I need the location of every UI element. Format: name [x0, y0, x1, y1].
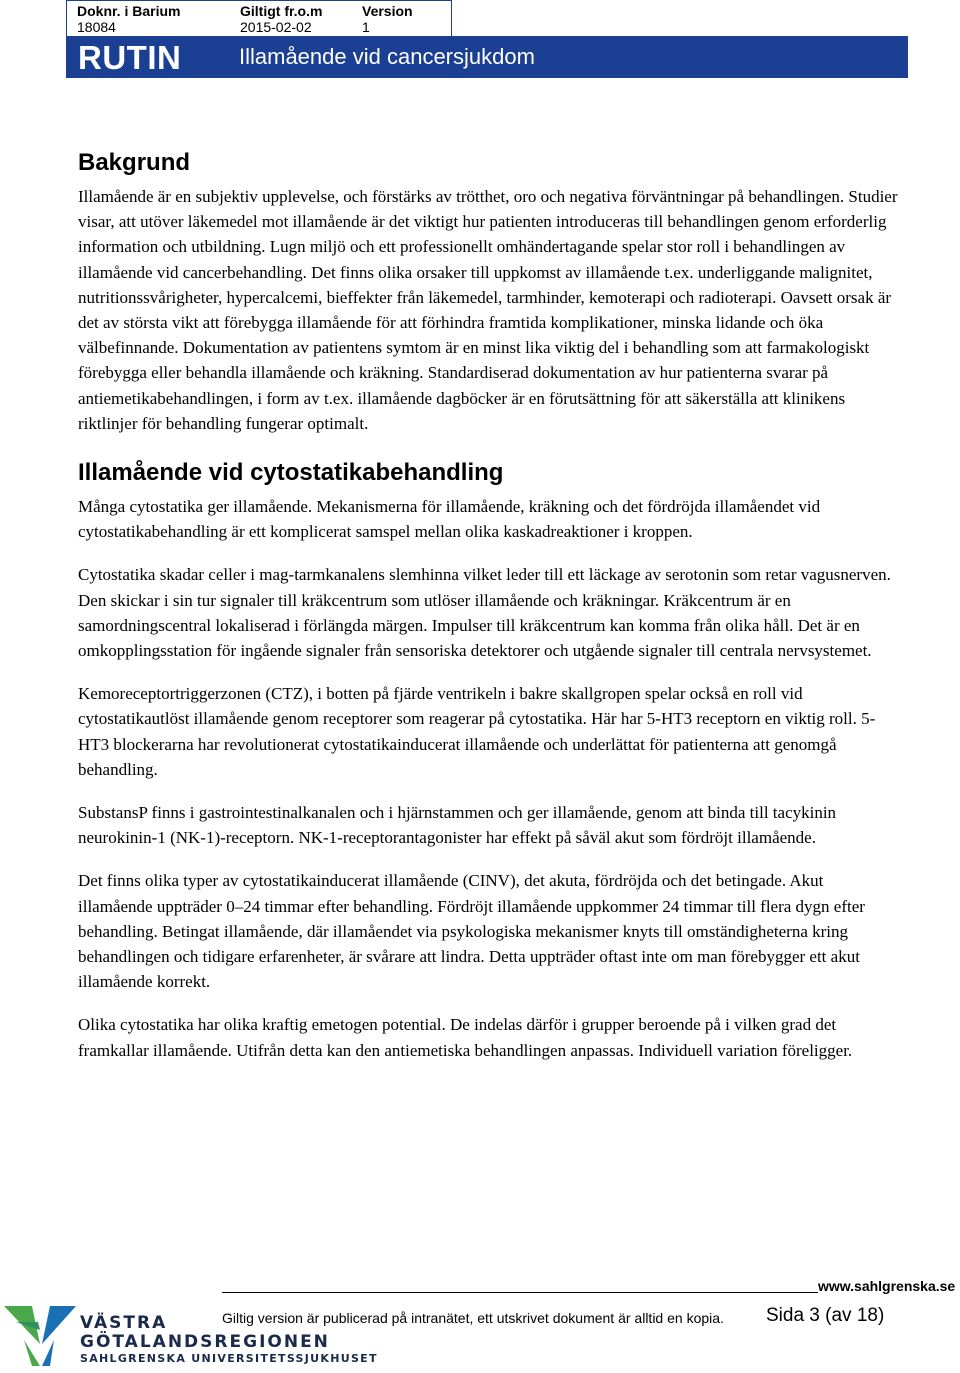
paragraph: SubstansP finns i gastrointestinalkanalen och i hjärnstammen och ger illamående, genom att binda till tacykinin neurokinin-1 (NK-1)-receptorn. NK-1-receptorantagonister har effekt på såväl akut som fördröjt illamående.: [78, 803, 837, 848]
footer-url: www.sahlgrenska.se: [818, 1278, 956, 1294]
document-body: [78, 148, 898, 1063]
paragraph: Många cytostatika ger illamående. Mekanismerna för illamående, kräkning och det fördröjda illamåendet vid cytostatikabehandling är ett komplicerat samspel mellan olika kaskadreaktioner i kroppen.: [78, 497, 821, 542]
doknr-label: Doknr. i Barium: [77, 3, 181, 19]
footer-divider: [222, 1292, 818, 1293]
version-value: 1: [362, 19, 370, 35]
logo-line-sahlgrenska: SAHLGRENSKA UNIVERSITETSSJUKHUSET: [80, 1352, 378, 1365]
giltigt-field: [240, 3, 322, 35]
version-field: [362, 3, 413, 35]
doknr-field: [77, 3, 180, 35]
page-number: Sida 3 (av 18): [766, 1305, 885, 1326]
section-cytostatika: [78, 458, 898, 1063]
title-bar: [66, 36, 908, 78]
vgr-logo-icon: [2, 1300, 78, 1373]
logo-line-gotalandsregionen: GÖTALANDSREGIONEN: [80, 1332, 330, 1352]
document-type: RUTIN: [78, 39, 182, 76]
logo-line-vastra: VÄSTRA: [80, 1313, 168, 1333]
version-label: Version: [362, 3, 413, 19]
paragraph: Olika cytostatika har olika kraftig emetogen potential. De indelas därför i grupper beroende på i vilken grad det framkallar illamående. Utifrån detta kan den antiemetiska behandlingen anpassas. Individuell variation föreligger.: [78, 1015, 853, 1060]
doknr-value: 18084: [77, 19, 116, 35]
footer-validity-note: Giltig version är publicerad på intranätet, ett utskrivet dokument är alltid en kopia.: [222, 1310, 724, 1326]
paragraph: Illamående är en subjektiv upplevelse, och förstärks av trötthet, oro och negativa förväntningar på behandlingen. Studier visar, att utöver läkemedel mot illamående är det viktigt hur patienten introduceras till behandlingen genom erforderlig information och utbildning. Lugn miljö och ett professionellt omhändertagande spelar stor roll i behandlingen av illamående vid cancerbehandling. Det finns olika orsaker till uppkomst av illamående t.ex. underliggande malignitet, nutritionssvårigheter, hypercalcemi, bieffekter från läkemedel, tarmhinder, kemoterapi och radioterapi. Oavsett orsak är det av största vikt att förebygga illamående för att förhindra framtida komplikationer, minska lidande och öka välbefinnande. Dokumentation av patientens symtom är en minst lika viktig del i behandling som att farmakologiskt förebygga eller behandla illamående och kräkning. Standardiserad dokumentation av hur patienterna svarar på antiemetikabehandlingen, i form av t.ex. illamående dagböcker är en förutsättning för att säkerställa att klinikens riktlinjer för behandling fungerar optimalt.: [78, 187, 898, 433]
paragraph: Cytostatika skadar celler i mag-tarmkanalens slemhinna vilket leder till ett läckage av serotonin som retar vagusnerven. Den skickar i sin tur signaler till kräkcentrum som utlöser illamående och kräkningar. Kräkcentrum är en samordningscentral lokaliserad i förlängda märgen. Impulser till kräkcentrum kan komma från olika håll. Det är en omkopplingsstation för ingående signaler från sensoriska detektorer och utgående signaler till centrala nervsystemet.: [78, 565, 891, 661]
giltigt-label: Giltigt fr.o.m: [240, 3, 323, 19]
paragraph: Kemoreceptortriggerzonen (CTZ), i botten på fjärde ventrikeln i bakre skallgropen spelar också en roll vid cytostatikautlöst illamående genom receptorer som reagerar på cytostatika. Här har 5-HT3 receptorn en viktig roll. 5-HT3 blockerarna har revolutionerat cytostatikainducerat illamående och underlättat för patienterna att genomgå behandling.: [78, 684, 876, 779]
section-heading: Bakgrund: [78, 149, 191, 176]
section-heading: Illamående vid cytostatikabehandling: [78, 459, 504, 487]
document-title: Illamående vid cancersjukdom: [239, 44, 535, 69]
document-meta-header: [66, 0, 452, 37]
paragraph: Det finns olika typer av cytostatikainducerat illamående (CINV), det akuta, fördröjda och det betingade. Akut illamående uppträder 0–24 timmar efter behandling. Fördröjt illamående uppkommer 24 timmar till flera dygn efter behandling. Betingat illamående, där illamåendet via psykologiska mekanismer knyts till omständigheterna kring behandlingen och tidigare erfarenheter, är svårare att lindra. Detta uppträder oftast inte om man förebygger ett akut illamående korrekt.: [78, 871, 865, 992]
giltigt-value: 2015-02-02: [240, 19, 312, 35]
section-bakgrund: [78, 148, 898, 436]
